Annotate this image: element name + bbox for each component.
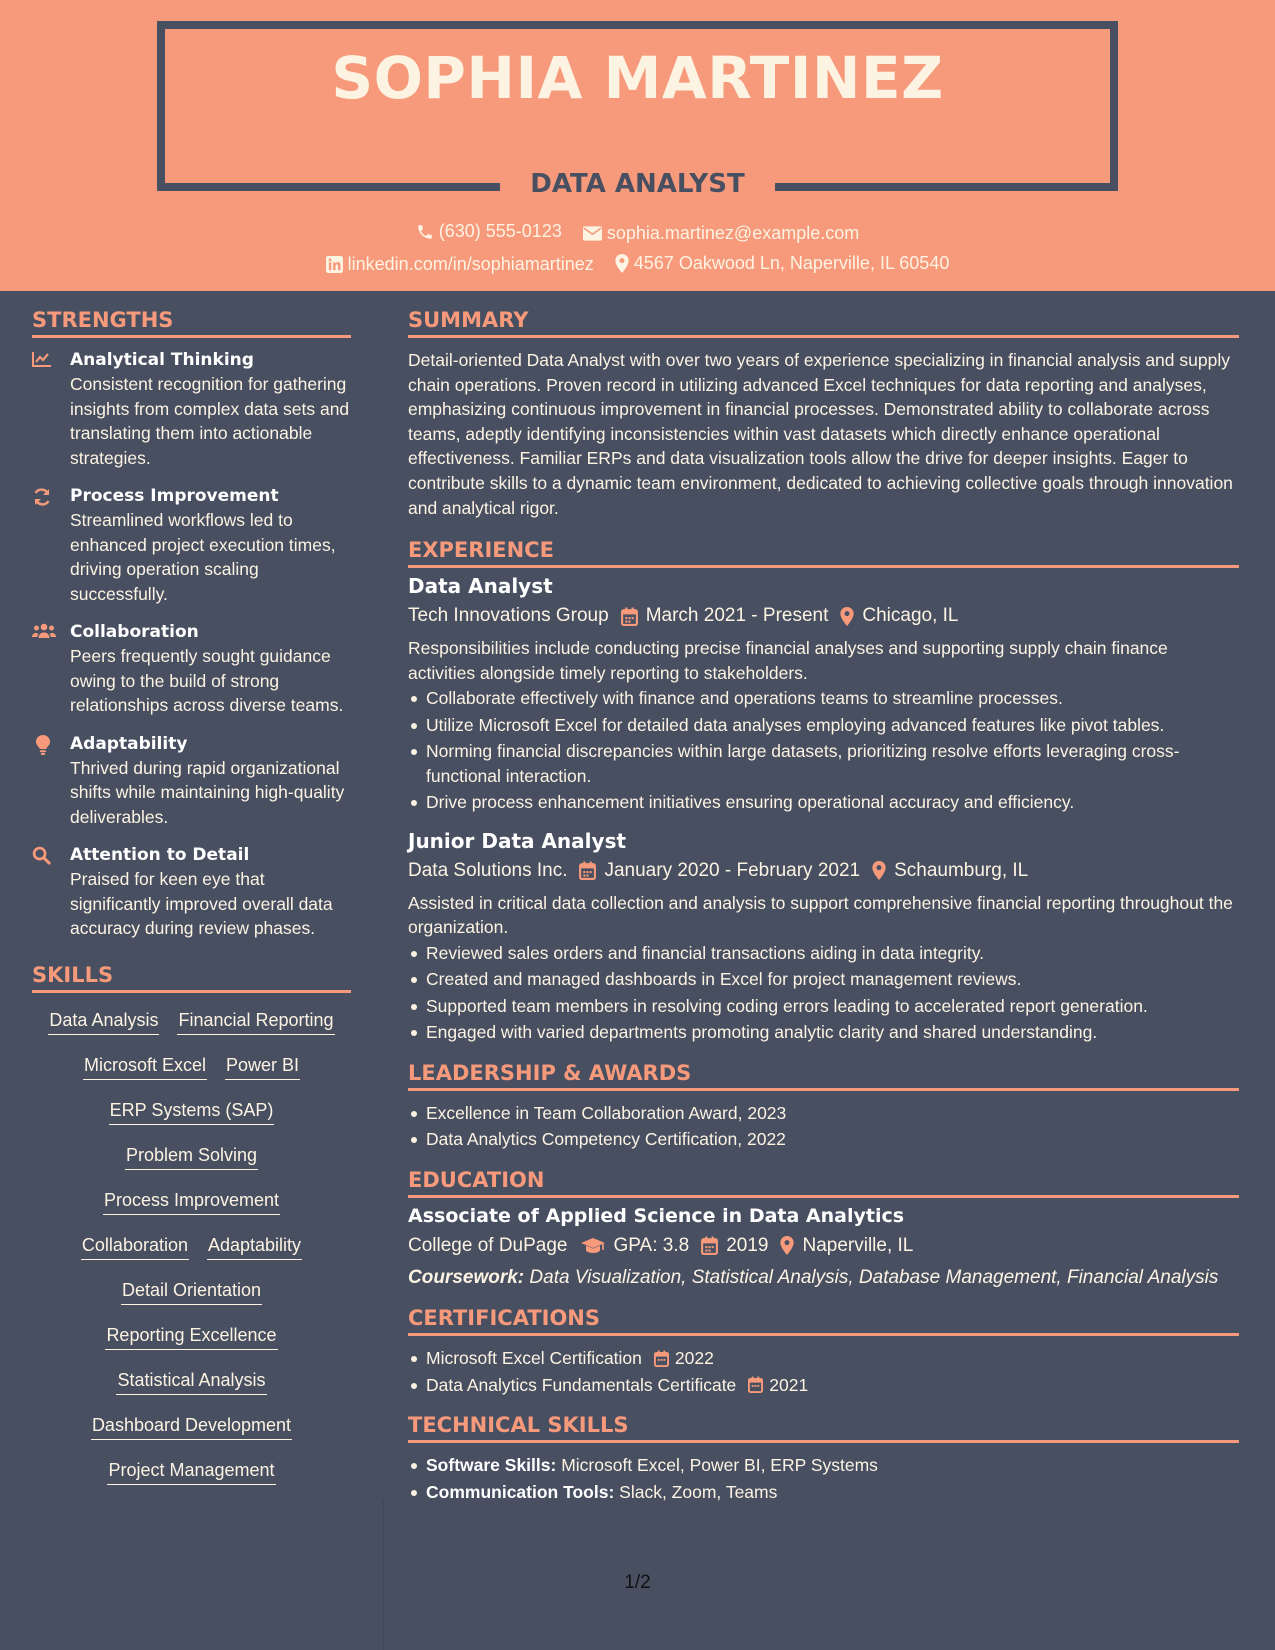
resume-header <box>0 0 1275 291</box>
list-item: Reviewed sales orders and financial transactions aiding in data integrity. <box>408 941 1239 966</box>
skill-tag: ERP Systems (SAP) <box>109 1099 275 1125</box>
list-item: Data Analytics Competency Certification, 2022 <box>408 1127 1239 1152</box>
skill-tag: Power BI <box>225 1054 300 1080</box>
strength-desc: Praised for keen eye that significantly improved overall data accuracy during review phases. <box>70 869 333 938</box>
tech-value: Slack, Zoom, Teams <box>619 1481 778 1502</box>
linkedin-text[interactable]: linkedin.com/in/sophiamartinez <box>347 254 594 274</box>
certifications-title: CERTIFICATIONS <box>408 1306 1239 1336</box>
cert-year: 2021 <box>769 1374 809 1395</box>
graduation-year: 2019 <box>726 1234 769 1256</box>
strength-title: Collaboration <box>70 622 199 642</box>
list-item: Engaged with varied departments promoting analytic clarity and shared understanding. <box>408 1020 1239 1045</box>
education-section <box>408 1168 1239 1291</box>
skill-tag: Dashboard Development <box>91 1414 292 1440</box>
calendar-icon <box>701 1236 718 1255</box>
skill-tag: Financial Reporting <box>177 1009 334 1035</box>
linkedin-contact[interactable] <box>326 254 594 275</box>
address-contact <box>615 253 950 274</box>
job-entry <box>408 827 1239 1045</box>
strength-title: Analytical Thinking <box>70 350 254 370</box>
calendar-icon <box>748 1376 763 1393</box>
job-title: Data Analyst <box>408 574 553 599</box>
left-sidebar <box>32 291 351 1520</box>
gpa-text: GPA: 3.8 <box>613 1234 690 1256</box>
search-icon <box>32 846 51 865</box>
list-item: Utilize Microsoft Excel for detailed data analyses employing advanced features like pivot tables. <box>408 713 1239 738</box>
experience-title: EXPERIENCE <box>408 538 1239 568</box>
skill-tag: Process Improvement <box>103 1189 280 1215</box>
envelope-icon <box>583 226 602 241</box>
list-item: Norming financial discrepancies within large datasets, prioritizing resolve efforts leveraging cross-functional interaction. <box>408 739 1239 788</box>
strength-desc: Consistent recognition for gathering insights from complex data sets and translating them into actionable strategies. <box>70 374 350 468</box>
sync-icon <box>32 487 52 507</box>
strength-item <box>32 484 351 606</box>
strength-title: Attention to Detail <box>70 845 250 865</box>
list-item: Collaborate effectively with finance and operations teams to streamline processes. <box>408 686 1239 711</box>
list-item <box>408 1373 1239 1398</box>
map-marker-icon <box>780 1236 794 1255</box>
candidate-name: SOPHIA MARTINEZ <box>331 44 944 112</box>
skill-tag: Microsoft Excel <box>83 1054 207 1080</box>
phone-icon <box>416 223 434 241</box>
job-dates: January 2020 - February 2021 <box>604 859 861 881</box>
company-name: Tech Innovations Group <box>408 605 609 627</box>
email-contact[interactable] <box>583 223 859 244</box>
leadership-list <box>408 1101 1239 1152</box>
company-name: Data Solutions Inc. <box>408 859 568 881</box>
strength-desc: Thrived during rapid organizational shifts while maintaining high-quality deliverables. <box>70 757 345 827</box>
skill-tag: Reporting Excellence <box>105 1324 277 1350</box>
skill-tag: Adaptability <box>207 1234 302 1260</box>
candidate-role: DATA ANALYST <box>530 169 745 199</box>
strength-item <box>32 732 351 830</box>
skill-tag: Data Analysis <box>48 1009 159 1035</box>
job-meta <box>408 600 1239 632</box>
school-name: College of DuPage <box>408 1234 568 1256</box>
linkedin-icon <box>326 256 343 273</box>
list-item: Supported team members in resolving coding errors leading to accelerated report generation. <box>408 994 1239 1019</box>
coursework-label: Coursework: <box>408 1266 525 1288</box>
list-item <box>408 1453 1239 1478</box>
cert-name: Data Analytics Fundamentals Certificate <box>426 1374 737 1395</box>
strength-desc: Streamlined workflows led to enhanced project execution times, driving operation scaling successfully. <box>70 510 336 604</box>
list-item <box>408 1346 1239 1371</box>
strength-title: Process Improvement <box>70 486 279 506</box>
users-icon <box>32 623 56 639</box>
job-bullets <box>408 686 1239 815</box>
map-marker-icon <box>840 607 854 626</box>
strength-item <box>32 348 351 470</box>
skill-tag: Detail Orientation <box>121 1279 262 1305</box>
address-text: 4567 Oakwood Ln, Naperville, IL 60540 <box>633 253 950 273</box>
strength-item <box>32 843 351 941</box>
phone-text: (630) 555-0123 <box>438 221 562 241</box>
skills-title: SKILLS <box>32 963 351 993</box>
job-bullets <box>408 941 1239 1045</box>
tech-label: Software Skills: <box>426 1455 557 1476</box>
certifications-list <box>408 1346 1239 1397</box>
list-item: Drive process enhancement initiatives ensuring operational accuracy and efficiency. <box>408 790 1239 815</box>
technical-skills-section <box>408 1413 1239 1504</box>
job-location: Schaumburg, IL <box>894 859 1029 881</box>
summary-section <box>408 308 1239 520</box>
phone-contact <box>416 221 562 242</box>
skills-section <box>32 963 351 1504</box>
job-location: Chicago, IL <box>862 605 959 627</box>
skill-tag: Problem Solving <box>125 1144 258 1170</box>
job-meta <box>408 855 1239 887</box>
cert-year: 2022 <box>674 1348 714 1369</box>
map-marker-icon <box>872 861 886 880</box>
tech-value: Microsoft Excel, Power BI, ERP Systems <box>561 1455 878 1476</box>
skill-tag: Collaboration <box>81 1234 189 1260</box>
job-dates: March 2021 - Present <box>645 605 829 627</box>
contact-line-1 <box>0 221 1275 246</box>
job-description: Responsibilities include conducting precise financial analyses and supporting supply chain finance activities alongside timely reporting to stakeholders. <box>408 638 1168 683</box>
certifications-section <box>408 1306 1239 1397</box>
job-title: Junior Data Analyst <box>408 828 627 853</box>
leadership-title: LEADERSHIP & AWARDS <box>408 1061 1239 1091</box>
strength-desc: Peers frequently sought guidance owing to the build of strong relationships across diverse teams. <box>70 646 344 715</box>
experience-section <box>408 538 1239 1045</box>
technical-skills-list <box>408 1453 1239 1504</box>
calendar-icon <box>621 607 638 626</box>
calendar-icon <box>579 861 596 880</box>
graduation-cap-icon <box>580 1237 606 1255</box>
summary-text: Detail-oriented Data Analyst with over two years of experience specializing in financial analysis and supply chain operations. Proven record in utilizing advanced Excel techniques for data reporting and analyses, emphasizing continuous improvement in financial processes. Demonstrated ability to collaborate across teams, adeptly identifying inconsistencies within vast datasets which directly enhance operational effectiveness. Familiar ERPs and data visualization tools allow the drive for deeper insights. Eager to contribute skills to a dynamic team environment, dedicated to achieving collective goals through innovation and analytical rigor. <box>408 350 1233 518</box>
education-title: EDUCATION <box>408 1168 1239 1198</box>
education-meta <box>408 1230 1239 1262</box>
school-location: Naperville, IL <box>802 1234 914 1256</box>
job-entry <box>408 572 1239 815</box>
chart-line-icon <box>32 351 52 367</box>
list-item: Excellence in Team Collaboration Award, 2023 <box>408 1101 1239 1126</box>
degree-title: Associate of Applied Science in Data Analytics <box>408 1204 905 1227</box>
strength-item <box>32 620 351 718</box>
email-text[interactable]: sophia.martinez@example.com <box>606 222 860 243</box>
contact-line-2 <box>0 253 1275 278</box>
summary-title: SUMMARY <box>408 308 1239 338</box>
job-description: Assisted in critical data collection and analysis to support comprehensive financial reporting throughout the organization. <box>408 892 1233 938</box>
strengths-title: STRENGTHS <box>32 308 351 338</box>
cert-name: Microsoft Excel Certification <box>426 1348 642 1369</box>
main-column <box>408 291 1239 1520</box>
list-item: Created and managed dashboards in Excel for project management reviews. <box>408 967 1239 992</box>
leadership-section <box>408 1061 1239 1152</box>
lightbulb-icon <box>36 735 50 755</box>
tech-label: Communication Tools: <box>426 1481 615 1502</box>
list-item <box>408 1480 1239 1505</box>
skill-tag: Statistical Analysis <box>116 1369 266 1395</box>
coursework <box>408 1266 1239 1291</box>
skill-tag: Project Management <box>107 1459 275 1485</box>
skills-list <box>32 1009 351 1504</box>
technical-skills-title: TECHNICAL SKILLS <box>408 1413 1239 1443</box>
strength-title: Adaptability <box>70 733 188 754</box>
map-marker-icon <box>615 254 629 273</box>
coursework-text: Data Visualization, Statistical Analysis, Database Management, Financial Analysis <box>529 1266 1219 1288</box>
role-label-wrap <box>500 165 775 205</box>
strengths-section <box>32 308 351 941</box>
page-number: 1/2 <box>624 1572 651 1593</box>
calendar-icon <box>654 1350 669 1367</box>
